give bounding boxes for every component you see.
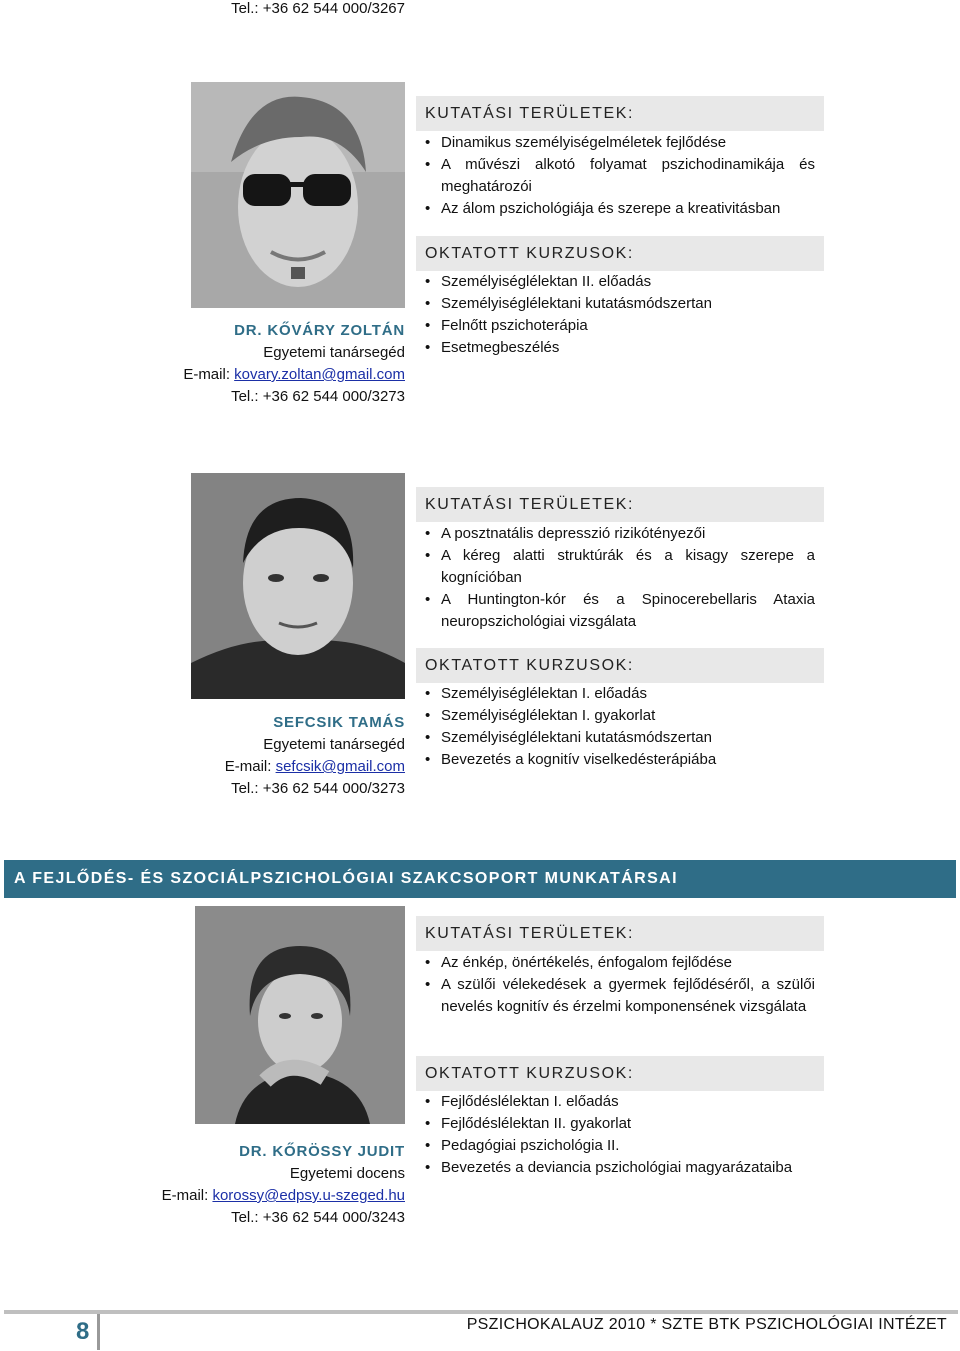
person-name: DR. KŐVÁRY ZOLTÁN (234, 322, 405, 339)
person-info-sefcsik (225, 712, 405, 800)
courses-heading: OKTATOTT KURZUSOK: (416, 236, 824, 271)
group-heading-band: A FEJLŐDÉS- ÉS SZOCIÁLPSZICHOLÓGIAI SZAKCSOPORT MUNKATÁRSAI (4, 860, 956, 898)
person-info-korossy (162, 1141, 405, 1229)
list-item: • Az énkép, önértékelés, énfogalom fejlődése (425, 952, 815, 974)
person-email-line (183, 364, 405, 386)
courses-heading: OKTATOTT KURZUSOK: (416, 648, 824, 683)
person-tel: Tel.: +36 62 544 000/3273 (231, 388, 405, 405)
list-item: • A posztnatális depresszió rizikótényezői (425, 523, 815, 545)
list-item: • Pedagógiai pszichológia II. (425, 1135, 815, 1157)
person-info-kovary (183, 320, 405, 408)
person-name: DR. KŐRÖSSY JUDIT (239, 1143, 405, 1160)
person-title: Egyetemi tanársegéd (263, 344, 405, 361)
research-list (425, 952, 815, 1018)
courses-list (425, 1091, 815, 1179)
person-name: SEFCSIK TAMÁS (273, 714, 405, 731)
list-item: • A kéreg alatti struktúrák és a kisagy szerepe a kognícióban (425, 545, 815, 589)
research-heading: KUTATÁSI TERÜLETEK: (416, 96, 824, 131)
person-tel: Tel.: +36 62 544 000/3243 (231, 1209, 405, 1226)
list-item: • Bevezetés a deviancia pszichológiai magyarázataiba (425, 1157, 815, 1179)
list-item: • Személyiséglélektan II. előadás (425, 271, 815, 293)
list-item: • A Huntington-kór és a Spinocerebellaris Ataxia neuropszichológiai vizsgálata (425, 589, 815, 633)
email-link[interactable]: korossy@edpsy.u-szeged.hu (212, 1187, 405, 1204)
email-link[interactable]: kovary.zoltan@gmail.com (234, 366, 405, 383)
person-email-line (225, 756, 405, 778)
person-title: Egyetemi tanársegéd (263, 736, 405, 753)
list-item: • Fejlődéslélektan I. előadás (425, 1091, 815, 1113)
portrait-image (195, 906, 405, 1124)
list-item: • Személyiséglélektan I. gyakorlat (425, 705, 815, 727)
footer-title: PSZICHOKALAUZ 2010 * SZTE BTK PSZICHOLÓGIAI INTÉZET (466, 1316, 947, 1333)
email-link[interactable]: sefcsik@gmail.com (275, 758, 405, 775)
list-item: • A művészi alkotó folyamat pszichodinamikája és meghatározói (425, 154, 815, 198)
person-tel: Tel.: +36 62 544 000/3273 (231, 780, 405, 797)
email-label: E-mail: (161, 1187, 213, 1204)
research-list (425, 132, 815, 220)
email-label: E-mail: (183, 366, 235, 383)
list-item: • Esetmegbeszélés (425, 337, 815, 359)
previous-staff-tel: Tel.: +36 62 544 000/3267 (231, 0, 405, 17)
portrait-photo-sefcsik (191, 473, 405, 699)
footer-page-divider (97, 1314, 100, 1350)
list-item: • Személyiséglélektani kutatásmódszertan (425, 293, 815, 315)
courses-list (425, 271, 815, 359)
research-heading: KUTATÁSI TERÜLETEK: (416, 916, 824, 951)
portrait-image (191, 473, 405, 699)
list-item: • Bevezetés a kognitív viselkedésterápiába (425, 749, 815, 771)
portrait-photo-kovary (191, 82, 405, 308)
list-item: • Az álom pszichológiája és szerepe a kreativitásban (425, 198, 815, 220)
email-label: E-mail: (224, 758, 276, 775)
research-heading: KUTATÁSI TERÜLETEK: (416, 487, 824, 522)
portrait-image (191, 82, 405, 308)
list-item: • Személyiséglélektani kutatásmódszertan (425, 727, 815, 749)
courses-list (425, 683, 815, 771)
list-item: • Fejlődéslélektan II. gyakorlat (425, 1113, 815, 1135)
list-item: • Személyiséglélektan I. előadás (425, 683, 815, 705)
person-title: Egyetemi docens (289, 1165, 405, 1182)
page-number: 8 (76, 1318, 90, 1345)
list-item: • Dinamikus személyiségelméletek fejlődése (425, 132, 815, 154)
list-item: • A szülői vélekedések a gyermek fejlődéséről, a szülői nevelés kognitív és érzelmi komponensének vizsgálata (425, 974, 815, 1018)
list-item: • Felnőtt pszichoterápia (425, 315, 815, 337)
courses-heading: OKTATOTT KURZUSOK: (416, 1056, 824, 1091)
research-list (425, 523, 815, 633)
portrait-photo-korossy (195, 906, 405, 1124)
person-email-line (162, 1185, 405, 1207)
footer-divider (4, 1310, 958, 1314)
